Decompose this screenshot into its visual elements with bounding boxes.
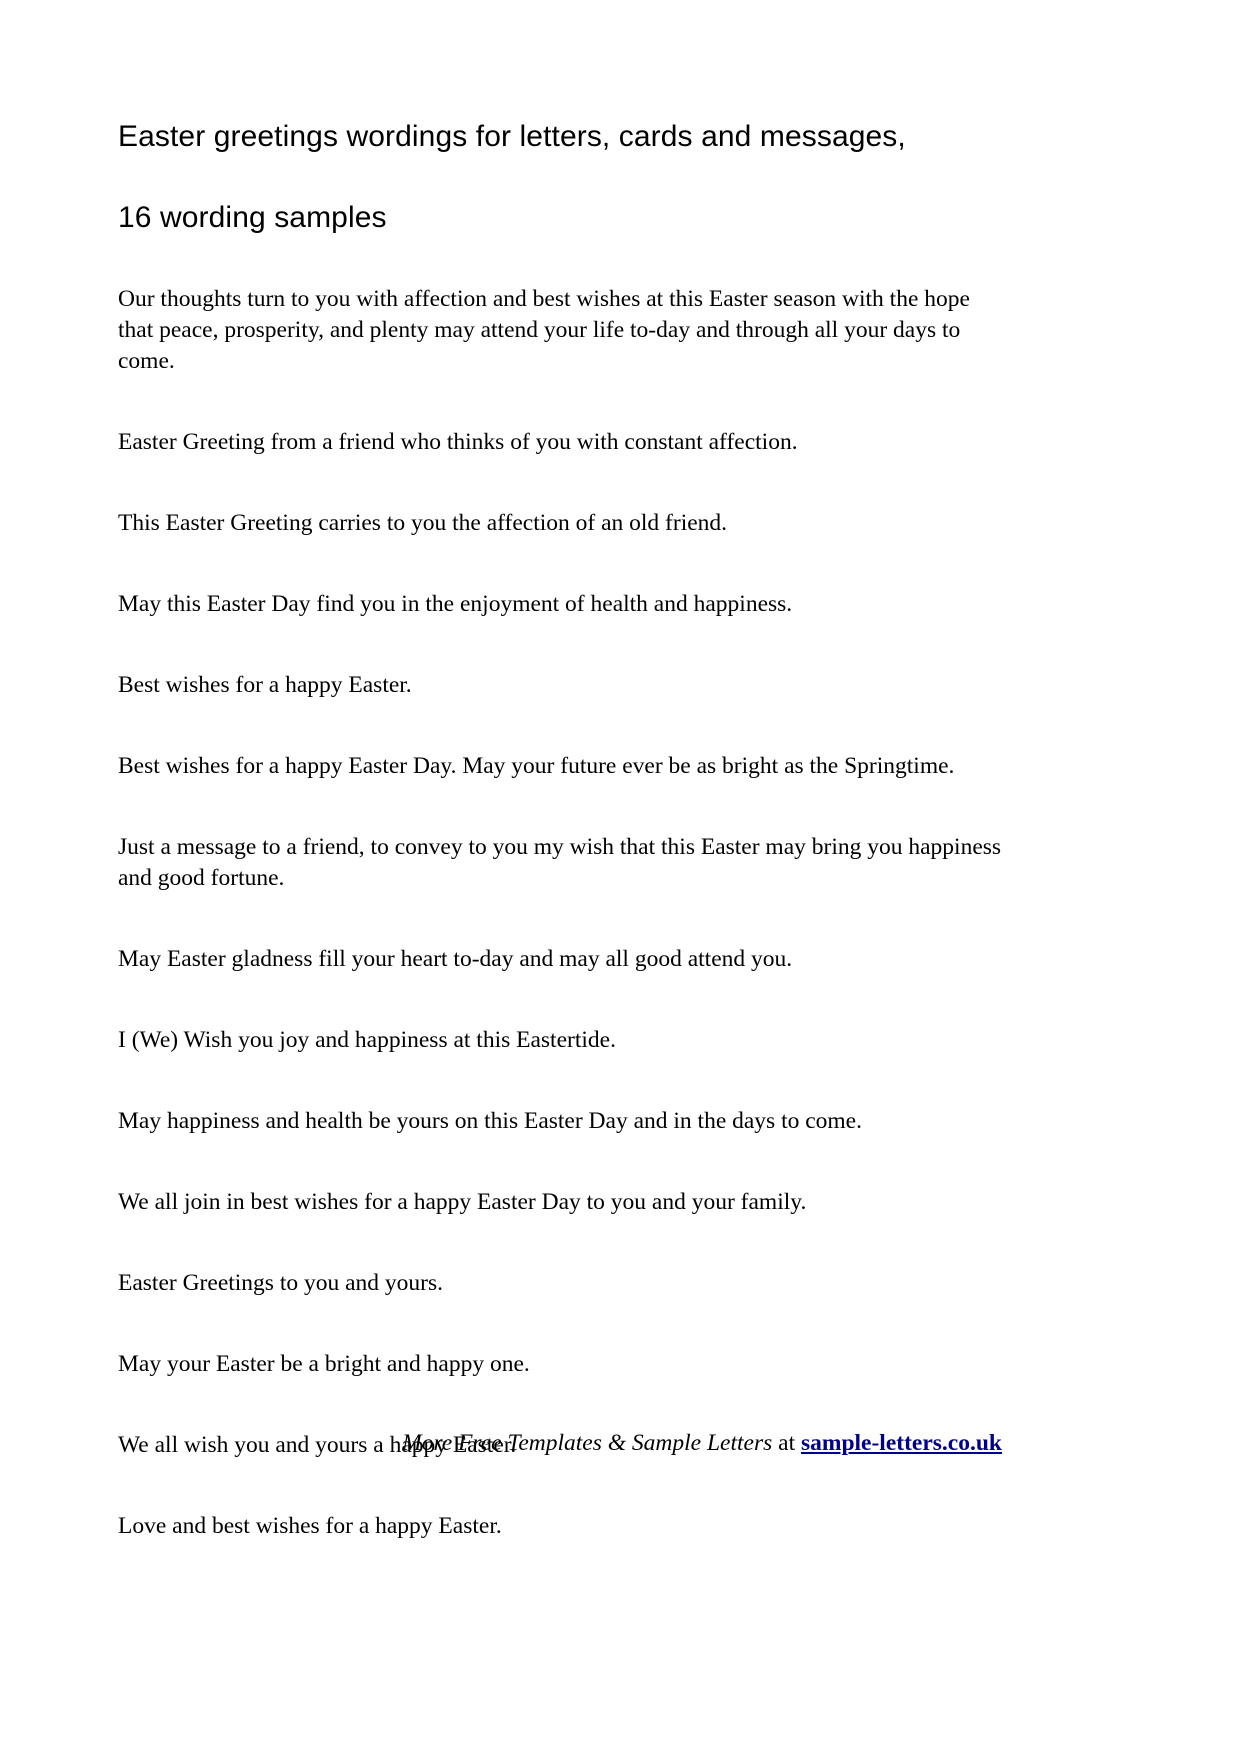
greeting-paragraph: Love and best wishes for a happy Easter. <box>118 1513 502 1540</box>
document-content <box>118 118 1002 1542</box>
page-footer <box>118 1430 1002 1457</box>
footer-italic-text: More Free Templates & Sample Letters <box>402 1430 773 1456</box>
greeting-paragraph: Just a message to a friend, to convey to you my wish that this Easter may bring you happiness and good fortune. <box>118 834 1002 892</box>
footer-website-link[interactable]: sample-letters.co.uk <box>800 1430 1002 1456</box>
greeting-paragraph: We all wish you and yours a happy Easter. <box>118 1432 517 1459</box>
greeting-paragraph: Best wishes for a happy Easter. <box>118 672 412 699</box>
greeting-paragraph: I (We) Wish you joy and happiness at this Eastertide. <box>118 1027 616 1054</box>
greeting-paragraph: We all join in best wishes for a happy Easter Day to you and your family. <box>118 1189 807 1216</box>
greeting-paragraph: Easter Greetings to you and yours. <box>118 1270 444 1297</box>
greetings-list <box>118 284 1002 1542</box>
greeting-paragraph: This Easter Greeting carries to you the affection of an old friend. <box>118 510 728 537</box>
page-title-line-1: Easter greetings wordings for letters, cards and messages, <box>118 120 906 153</box>
greeting-paragraph: Our thoughts turn to you with affection and best wishes at this Easter season with the hope that peace, prosperity, and plenty may attend your life to-day and through all your days to come. <box>118 286 970 375</box>
greeting-paragraph: May Easter gladness fill your heart to-day and may all good attend you. <box>118 946 793 973</box>
greeting-paragraph: May your Easter be a bright and happy one. <box>118 1351 530 1378</box>
footer-connector: at <box>772 1430 801 1456</box>
greeting-paragraph: Best wishes for a happy Easter Day. May your future ever be as bright as the Springtime. <box>118 753 955 780</box>
greeting-paragraph: Easter Greeting from a friend who thinks of you with constant affection. <box>118 429 798 456</box>
page-title-line-2: 16 wording samples <box>118 200 387 234</box>
greeting-paragraph: May happiness and health be yours on this Easter Day and in the days to come. <box>118 1108 862 1135</box>
greeting-paragraph: May this Easter Day find you in the enjoyment of health and happiness. <box>118 591 793 618</box>
